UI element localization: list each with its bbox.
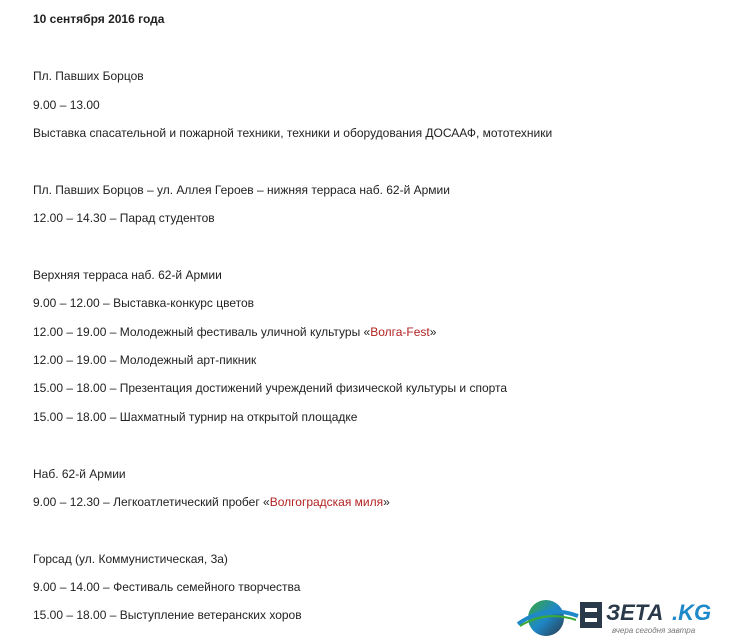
event-text-suffix: » — [383, 495, 390, 509]
logo-tagline: вчера сегодня завтра — [612, 626, 696, 635]
event-line: 15.00 – 18.00 – Презентация достижений учреждений физической культуры и спорта — [33, 381, 508, 395]
event-line: 9.00 – 13.00 — [33, 98, 100, 112]
event-text-suffix: » — [429, 325, 437, 339]
section-location: Наб. 62-й Армии — [33, 467, 126, 481]
event-line: Выставка спасательной и пожарной техники, техники и оборудования ДОСААФ, мототехники — [33, 126, 553, 140]
event-line — [33, 325, 436, 339]
date-heading: 10 сентября 2016 года — [33, 12, 165, 26]
zeta-kg-watermark — [512, 594, 732, 638]
section-location: Пл. Павших Борцов – ул. Аллея Героев – нижняя терраса наб. 62-й Армии — [33, 183, 450, 197]
event-line: 12.00 – 14.30 – Парад студентов — [33, 211, 215, 225]
event-line: 9.00 – 14.00 – Фестиваль семейного творчества — [33, 580, 301, 594]
volgograd-mile-link[interactable]: Волгоградская миля — [269, 495, 384, 509]
logo-text-zeta: ЗЕТА — [606, 600, 664, 625]
event-text: 12.00 – 19.00 – Молодежный фестиваль уличной культуры « — [33, 325, 371, 339]
event-text: 9.00 – 12.30 – Легкоатлетический пробег « — [33, 495, 270, 509]
event-line: 12.00 – 19.00 – Молодежный арт-пикник — [33, 353, 257, 367]
section-location: Пл. Павших Борцов — [33, 69, 144, 83]
volga-fest-link[interactable]: Волга-Fest — [370, 325, 430, 339]
event-line: 15.00 – 18.00 – Шахматный турнир на открытой площадке — [33, 410, 358, 424]
event-line: 9.00 – 12.00 – Выставка-конкурс цветов — [33, 296, 255, 310]
logo-text-kg: .KG — [672, 600, 712, 625]
event-line — [33, 495, 390, 509]
section-location: Горсад (ул. Коммунистическая, 3а) — [33, 552, 228, 566]
event-line: 15.00 – 18.00 – Выступление ветеранских хоров — [33, 608, 302, 622]
section-location: Верхняя терраса наб. 62-й Армии — [33, 268, 222, 282]
